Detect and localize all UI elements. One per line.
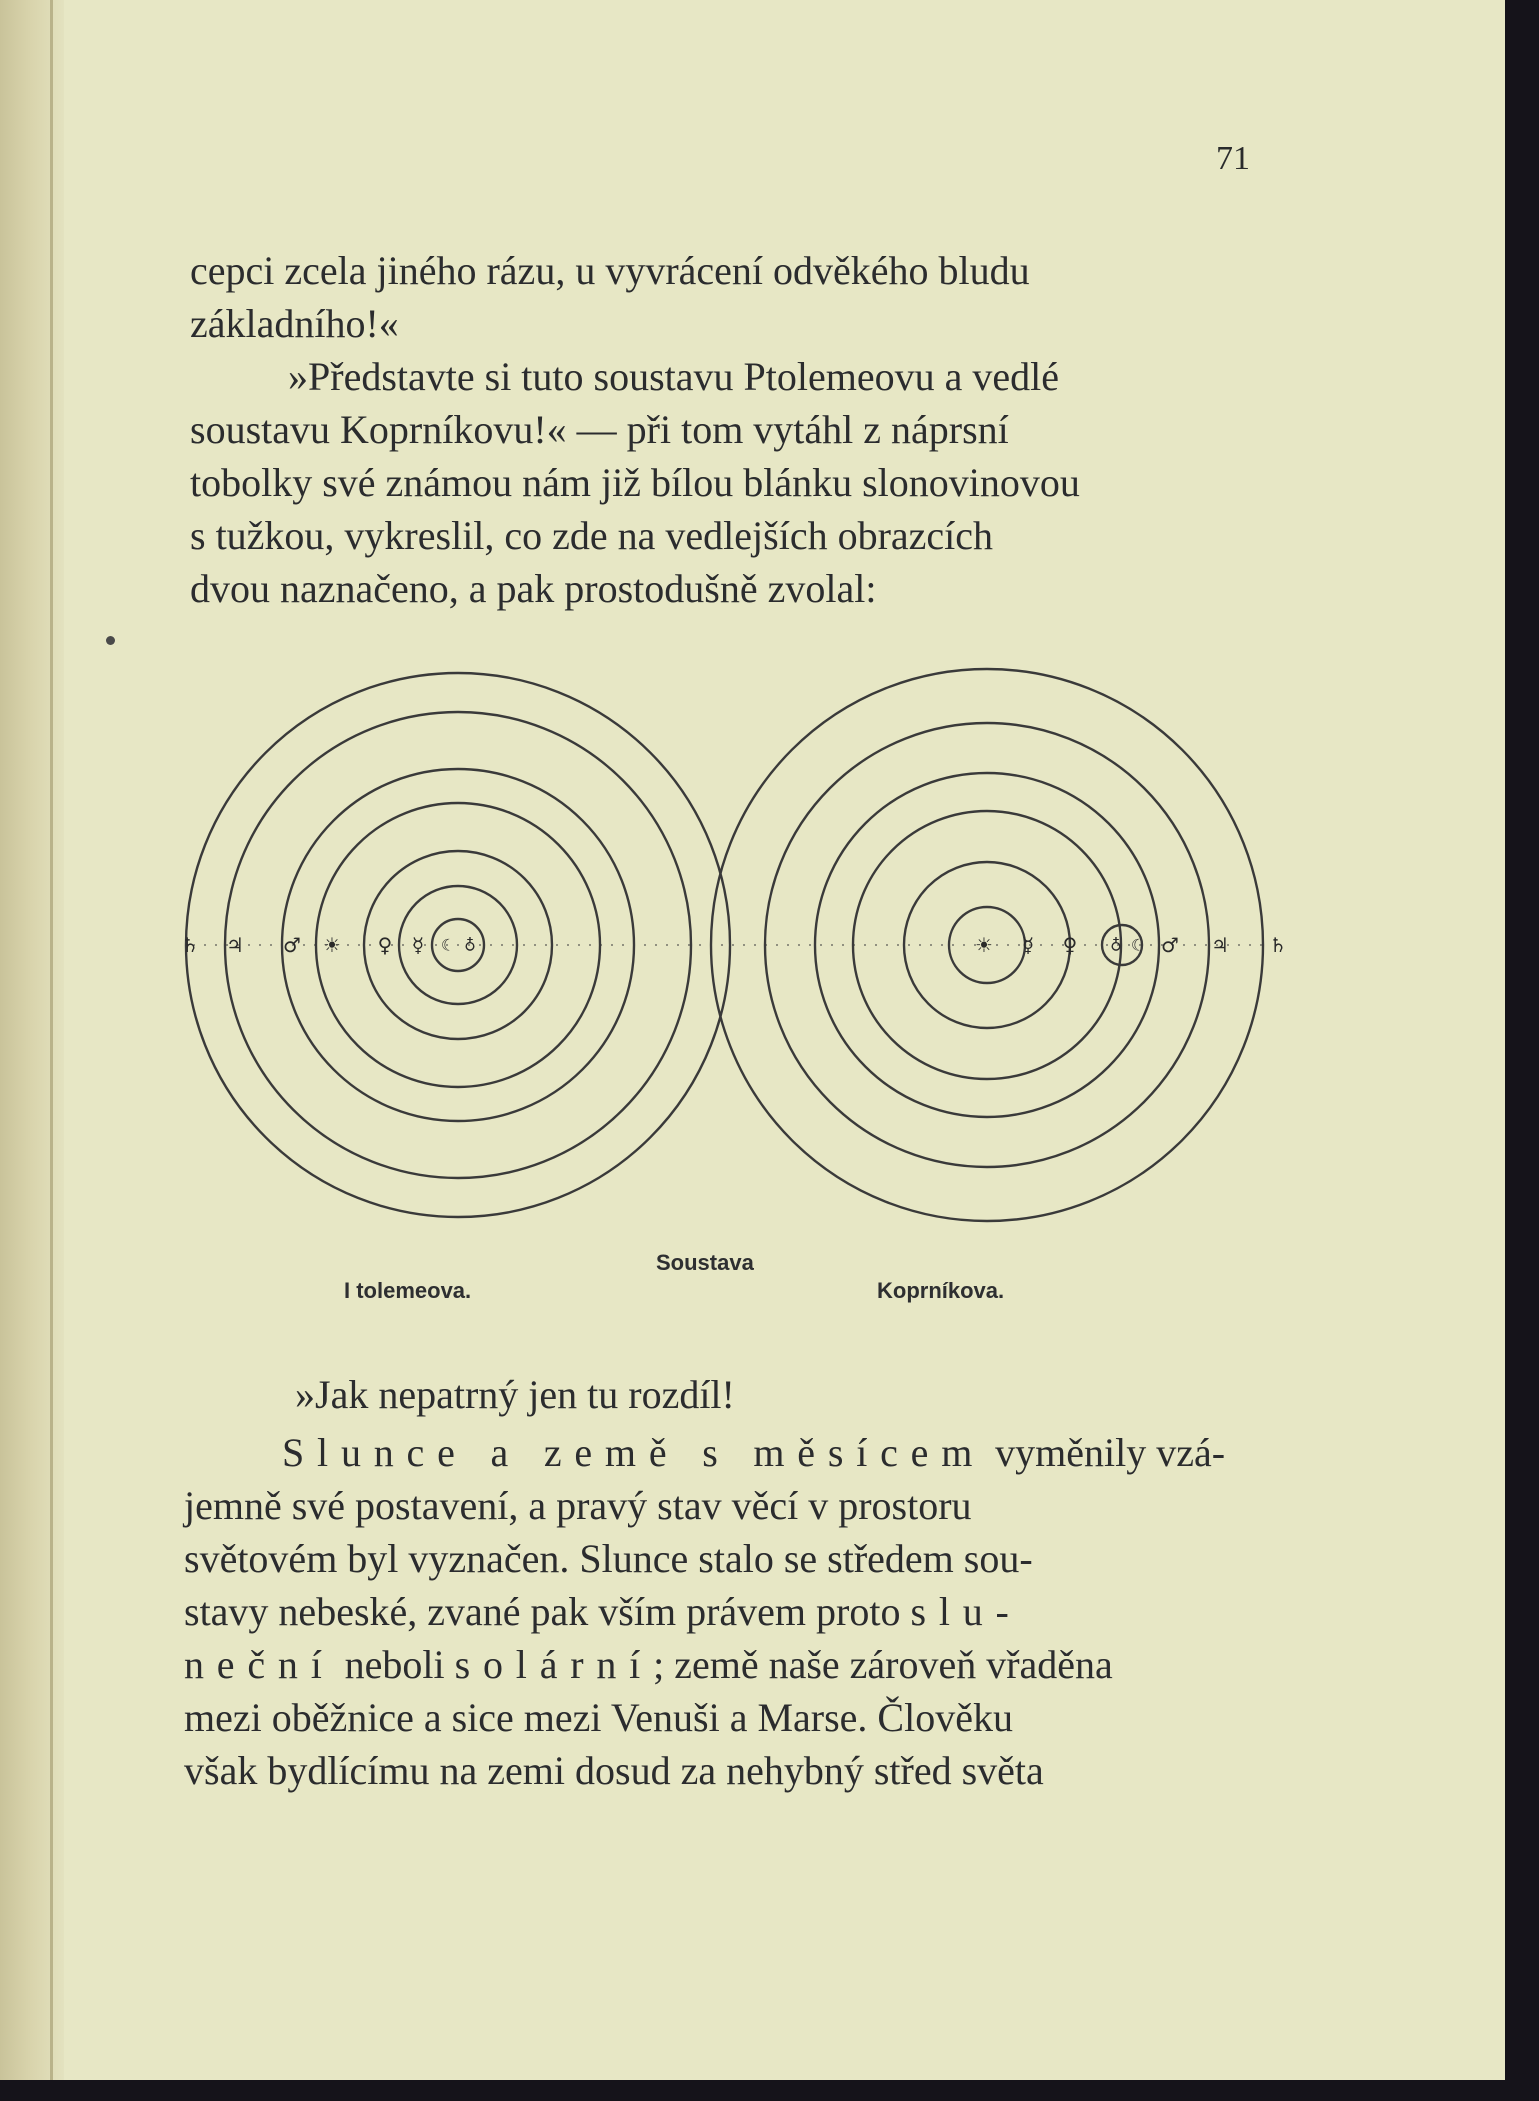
exclamation-text: »Jak nepatrný jen tu rozdíl!	[295, 1372, 735, 1417]
left-earth-symbol: ♁	[464, 935, 476, 955]
left-moon-symbol: ☾	[440, 935, 456, 955]
caption-copernican: Koprníkova.	[877, 1278, 1005, 1303]
line-5-or: neboli	[334, 1642, 455, 1687]
paragraph-3-line-5	[184, 1638, 1250, 1691]
paragraph-3-line-3: světovém byl vyznačen. Slunce stalo se středem sou-	[184, 1536, 1033, 1581]
page-number: 71	[1216, 140, 1250, 177]
right-sun-symbol: ☀	[975, 933, 993, 957]
paragraph-3-line-1	[184, 1426, 1250, 1479]
spaced-solar-3: solární	[454, 1642, 654, 1687]
caption-ptolemaic: I tolemeova.	[344, 1278, 472, 1303]
left-saturn-symbol: ♄	[181, 933, 199, 957]
line-4-text: stavy nebeské, zvané pak vším právem proto	[184, 1589, 911, 1634]
left-sun-symbol: ☀	[323, 933, 341, 957]
right-saturn-symbol: ♄	[1269, 933, 1287, 957]
left-venus-symbol: ♀	[377, 933, 393, 957]
paragraph-3-line-6: mezi oběžnice a sice mezi Venuši a Marse. Člověku	[184, 1695, 1013, 1740]
paragraph-2-line-1: »Představte si tuto soustavu Ptolemeovu a vedlé	[288, 354, 1059, 399]
spaced-sun-earth-moon: Slunce a země s měsícem	[282, 1430, 986, 1475]
paragraph-2-line-3: tobolky své známou nám již bílou blánku slonovinovou	[190, 460, 1080, 505]
caption-system: Soustava	[656, 1250, 754, 1275]
paragraph-3-line-2: jemně své postavení, a pravý stav věcí v prostoru	[184, 1483, 972, 1528]
left-mercury-symbol: ☿	[411, 933, 425, 957]
right-earth-symbol: ♁	[1110, 935, 1122, 955]
line-1-rest: vyměnily vzá-	[985, 1430, 1226, 1475]
paragraph-2-line-4: s tužkou, vykreslil, co zde na vedlejších obrazcích	[190, 513, 994, 558]
left-jupiter-symbol: ♃	[226, 933, 244, 957]
paragraph-3-line-4	[184, 1585, 1250, 1638]
paragraph-1-line-2: základního!«	[190, 301, 399, 346]
right-venus-symbol: ♀	[1062, 933, 1078, 957]
spaced-solar-1: slu-	[910, 1589, 1022, 1634]
paragraph-2-line-5: dvou naznačeno, a pak prostodušně zvolal:	[190, 566, 877, 611]
line-5-rest: ; země naše zároveň vřaděna	[653, 1642, 1113, 1687]
right-mars-symbol: ♂	[1161, 933, 1179, 957]
paragraph-3-line-7: však bydlícímu na zemi dosud za nehybný střed světa	[184, 1748, 1044, 1793]
paragraph-1-line-1: cepci zcela jiného rázu, u vyvrácení odvěkého bludu	[190, 248, 1030, 293]
right-moon-symbol: ☾	[1130, 935, 1146, 955]
right-jupiter-symbol: ♃	[1211, 933, 1229, 957]
left-mars-symbol: ♂	[283, 933, 301, 957]
spaced-solar-2: neční	[184, 1642, 335, 1687]
exclamation-line	[200, 1368, 1250, 1421]
right-mercury-symbol: ☿	[1021, 933, 1035, 957]
text-block-bottom	[184, 1426, 1250, 1797]
paragraph-2-line-2: soustavu Koprníkovu!« — při tom vytáhl z náprsní	[190, 407, 1009, 452]
